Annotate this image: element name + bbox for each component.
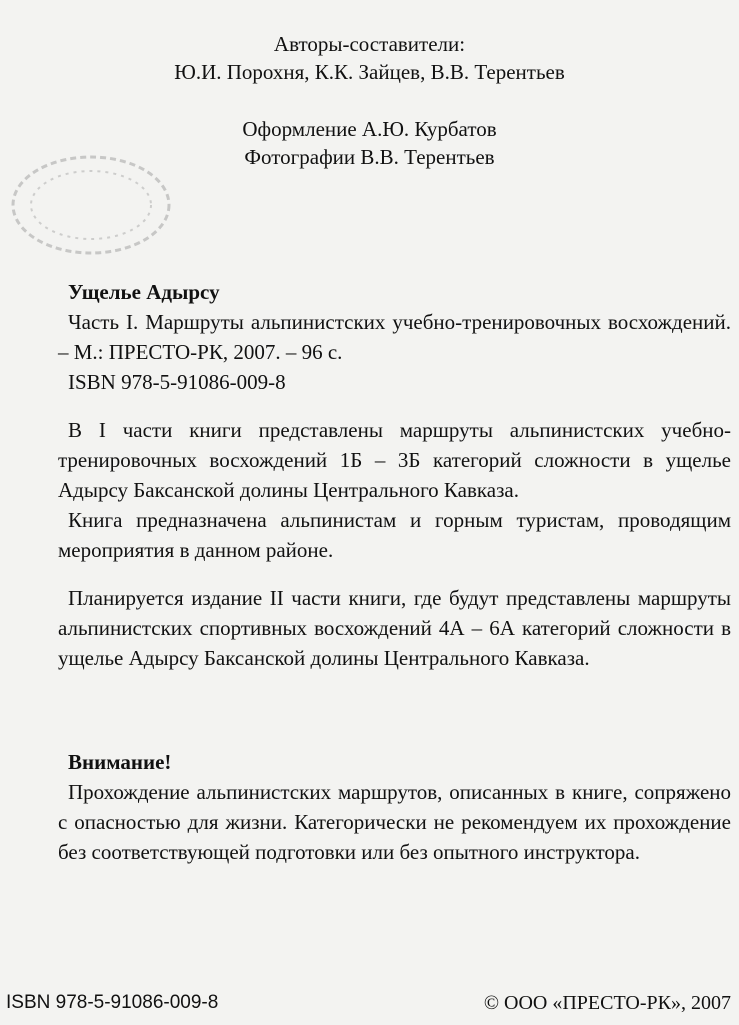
annotation-paragraph-1: В I части книги представлены маршруты альпинистских учебно-тренировочных восхождений 1Б – 3Б категорий сложности в ущелье Адырсу Баксанской долины Центрального Кавказа. — [58, 418, 731, 502]
planned-edition-paragraph: Планируется издание II части книги, где будут представлены маршруты альпинистских спортивных восхождений 4А – 6А категорий сложности в ущелье Адырсу Баксанской долины Центрального Кавказа. — [58, 586, 731, 670]
planned-edition-note — [58, 583, 731, 673]
warning-section — [58, 747, 731, 867]
footer-copyright: © ООО «ПРЕСТО-РК», 2007 — [483, 992, 731, 1014]
annotation — [58, 415, 731, 565]
book-isbn: ISBN 978-5-91086-009-8 — [68, 370, 286, 394]
design-photo-credits — [0, 115, 739, 171]
authors-heading: Авторы-составители: — [273, 32, 466, 56]
book-description: Часть I. Маршруты альпинистских учебно-тренировочных восхождений. – М.: ПРЕСТО-РК, 2007. – 96 с. — [58, 310, 731, 364]
bibliographic-record — [58, 277, 731, 397]
photo-credit: Фотографии В.В. Терентьев — [244, 145, 495, 169]
book-title: Ущелье Адырсу — [68, 280, 220, 304]
footer-isbn: ISBN 978-5-91086-009-8 — [6, 992, 219, 1013]
design-credit: Оформление А.Ю. Курбатов — [242, 117, 497, 141]
authors-credits — [0, 30, 739, 86]
warning-text: Прохождение альпинистских маршрутов, описанных в книге, сопряжено с опасностью для жизни. Категорически не рекомендуем их прохождение без соответствующей подготовки или без опытного инструктора. — [58, 780, 731, 864]
warning-heading: Внимание! — [68, 750, 172, 774]
annotation-paragraph-2: Книга предназначена альпинистам и горным туристам, проводящим мероприятия в данном районе. — [58, 508, 731, 562]
authors-names: Ю.И. Порохня, К.К. Зайцев, В.В. Терентьев — [174, 60, 565, 84]
